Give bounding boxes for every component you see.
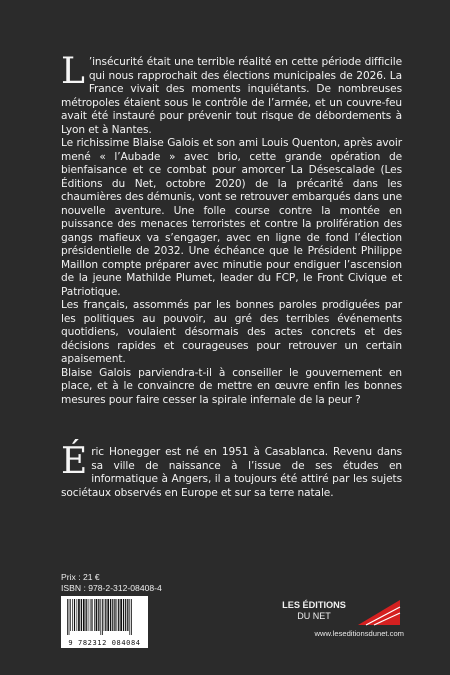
publisher-logo-icon	[356, 598, 402, 626]
barcode-bar	[112, 599, 113, 631]
barcode-digits: 9 782312 084084	[68, 639, 141, 647]
barcode-bar	[83, 599, 85, 631]
publisher-name-line-2: DU NET	[297, 611, 331, 621]
barcode-bar	[114, 599, 115, 631]
publisher-url: www.leseditionsdunet.com	[314, 629, 404, 638]
author-bio	[61, 441, 402, 500]
barcode-bar	[81, 599, 82, 631]
synopsis-paragraph-2: Le richissime Blaise Galois et son ami Louis Quenton, après avoir mené « l’Aubade » avec brio, cette grande opération de bienfaisance et ce combat pour amorcer La Désescalade (Les Éditions du Net, octobre 2020) de la précarité dans les chaumières des démunis, vont se retrouver embarqués dans une nouvelle aventure. Une folle course contre la montée en puissance des menaces terroristes et contre la prolifération des gangs mafieux va s’engager, avec en ligne de fond l’élection présidentielle de 2032. Une échéance que le Président Philippe Maillon compte préparer avec minutie pour endiguer l’ascension de la jeune Mathilde Plumet, leader du FCP, le Front Civique et Patriotique.	[61, 137, 402, 298]
barcode-bar	[127, 599, 128, 631]
barcode-bar	[74, 599, 75, 631]
barcode-bar	[118, 599, 119, 631]
barcode	[61, 596, 148, 648]
book-info	[61, 572, 162, 594]
barcode-bar	[90, 599, 91, 631]
barcode-bar	[88, 599, 89, 631]
barcode-bar	[129, 599, 130, 635]
barcode-bar	[107, 599, 109, 631]
publisher-name	[274, 600, 354, 622]
publisher-block	[274, 598, 404, 642]
barcode-bar	[96, 599, 98, 631]
barcode-bar	[102, 599, 103, 635]
synopsis-paragraph-1: ’insécurité était une terrible réalité en cette période difficile qui nous rapprochait des élections municipales de 2026. La France vivait des moments inquiétants. De nombreuses métropoles étaient sous le contrôle de l’armée, et un couvre-feu avait été instauré pour prévenir tout risque de débordements à Lyon et à Nantes.	[61, 56, 402, 136]
author-bio-text: ric Honegger est né en 1951 à Casablanca. Revenu dans sa ville de naissance à l’issue de ses études en informatique à Angers, il a toujours été attiré par les sujets sociétaux observés en Europe et sur sa terre natale.	[61, 446, 402, 499]
isbn: ISBN : 978-2-312-08408-4	[61, 583, 162, 593]
barcode-bar	[91, 599, 92, 631]
barcode-bar	[78, 599, 80, 631]
barcode-bar	[125, 599, 126, 631]
barcode-bar	[131, 599, 132, 635]
barcode-bar	[70, 599, 71, 631]
barcode-bar	[67, 599, 68, 635]
barcode-bar	[117, 599, 118, 631]
barcode-bar	[104, 599, 105, 631]
author-dropcap: É	[61, 441, 88, 482]
synopsis-dropcap: L	[61, 51, 85, 92]
barcode-bar	[72, 599, 73, 631]
barcode-bar	[110, 599, 111, 631]
barcode-bar	[123, 599, 124, 631]
synopsis-paragraph-3: Les français, assommés par les bonnes paroles prodiguées par les politiques au pouvoir, au gré des terribles événements quotidiens, voulaient désormais des actes concrets et des décisions rapides et courageuses pour retrouver un certain apaisement.	[61, 299, 402, 365]
barcode-bar	[69, 599, 70, 635]
price: Prix : 21 €	[61, 572, 100, 582]
barcode-bars	[61, 596, 148, 638]
barcode-bar	[98, 599, 99, 631]
barcode-bar	[105, 599, 106, 631]
synopsis-paragraph-4: Blaise Galois parviendra-t-il à conseiller le gouvernement en place, et à le convaincre de mettre en œuvre enfin les bonnes mesures pour faire cesser la spirale infernale de la peur ?	[61, 366, 402, 406]
barcode-bar	[120, 599, 122, 631]
barcode-bar	[94, 599, 95, 631]
publisher-name-line-1: LES ÉDITIONS	[282, 600, 346, 610]
synopsis	[61, 51, 402, 407]
barcode-bar	[77, 599, 78, 631]
barcode-bar	[100, 599, 101, 635]
barcode-bar	[86, 599, 87, 631]
